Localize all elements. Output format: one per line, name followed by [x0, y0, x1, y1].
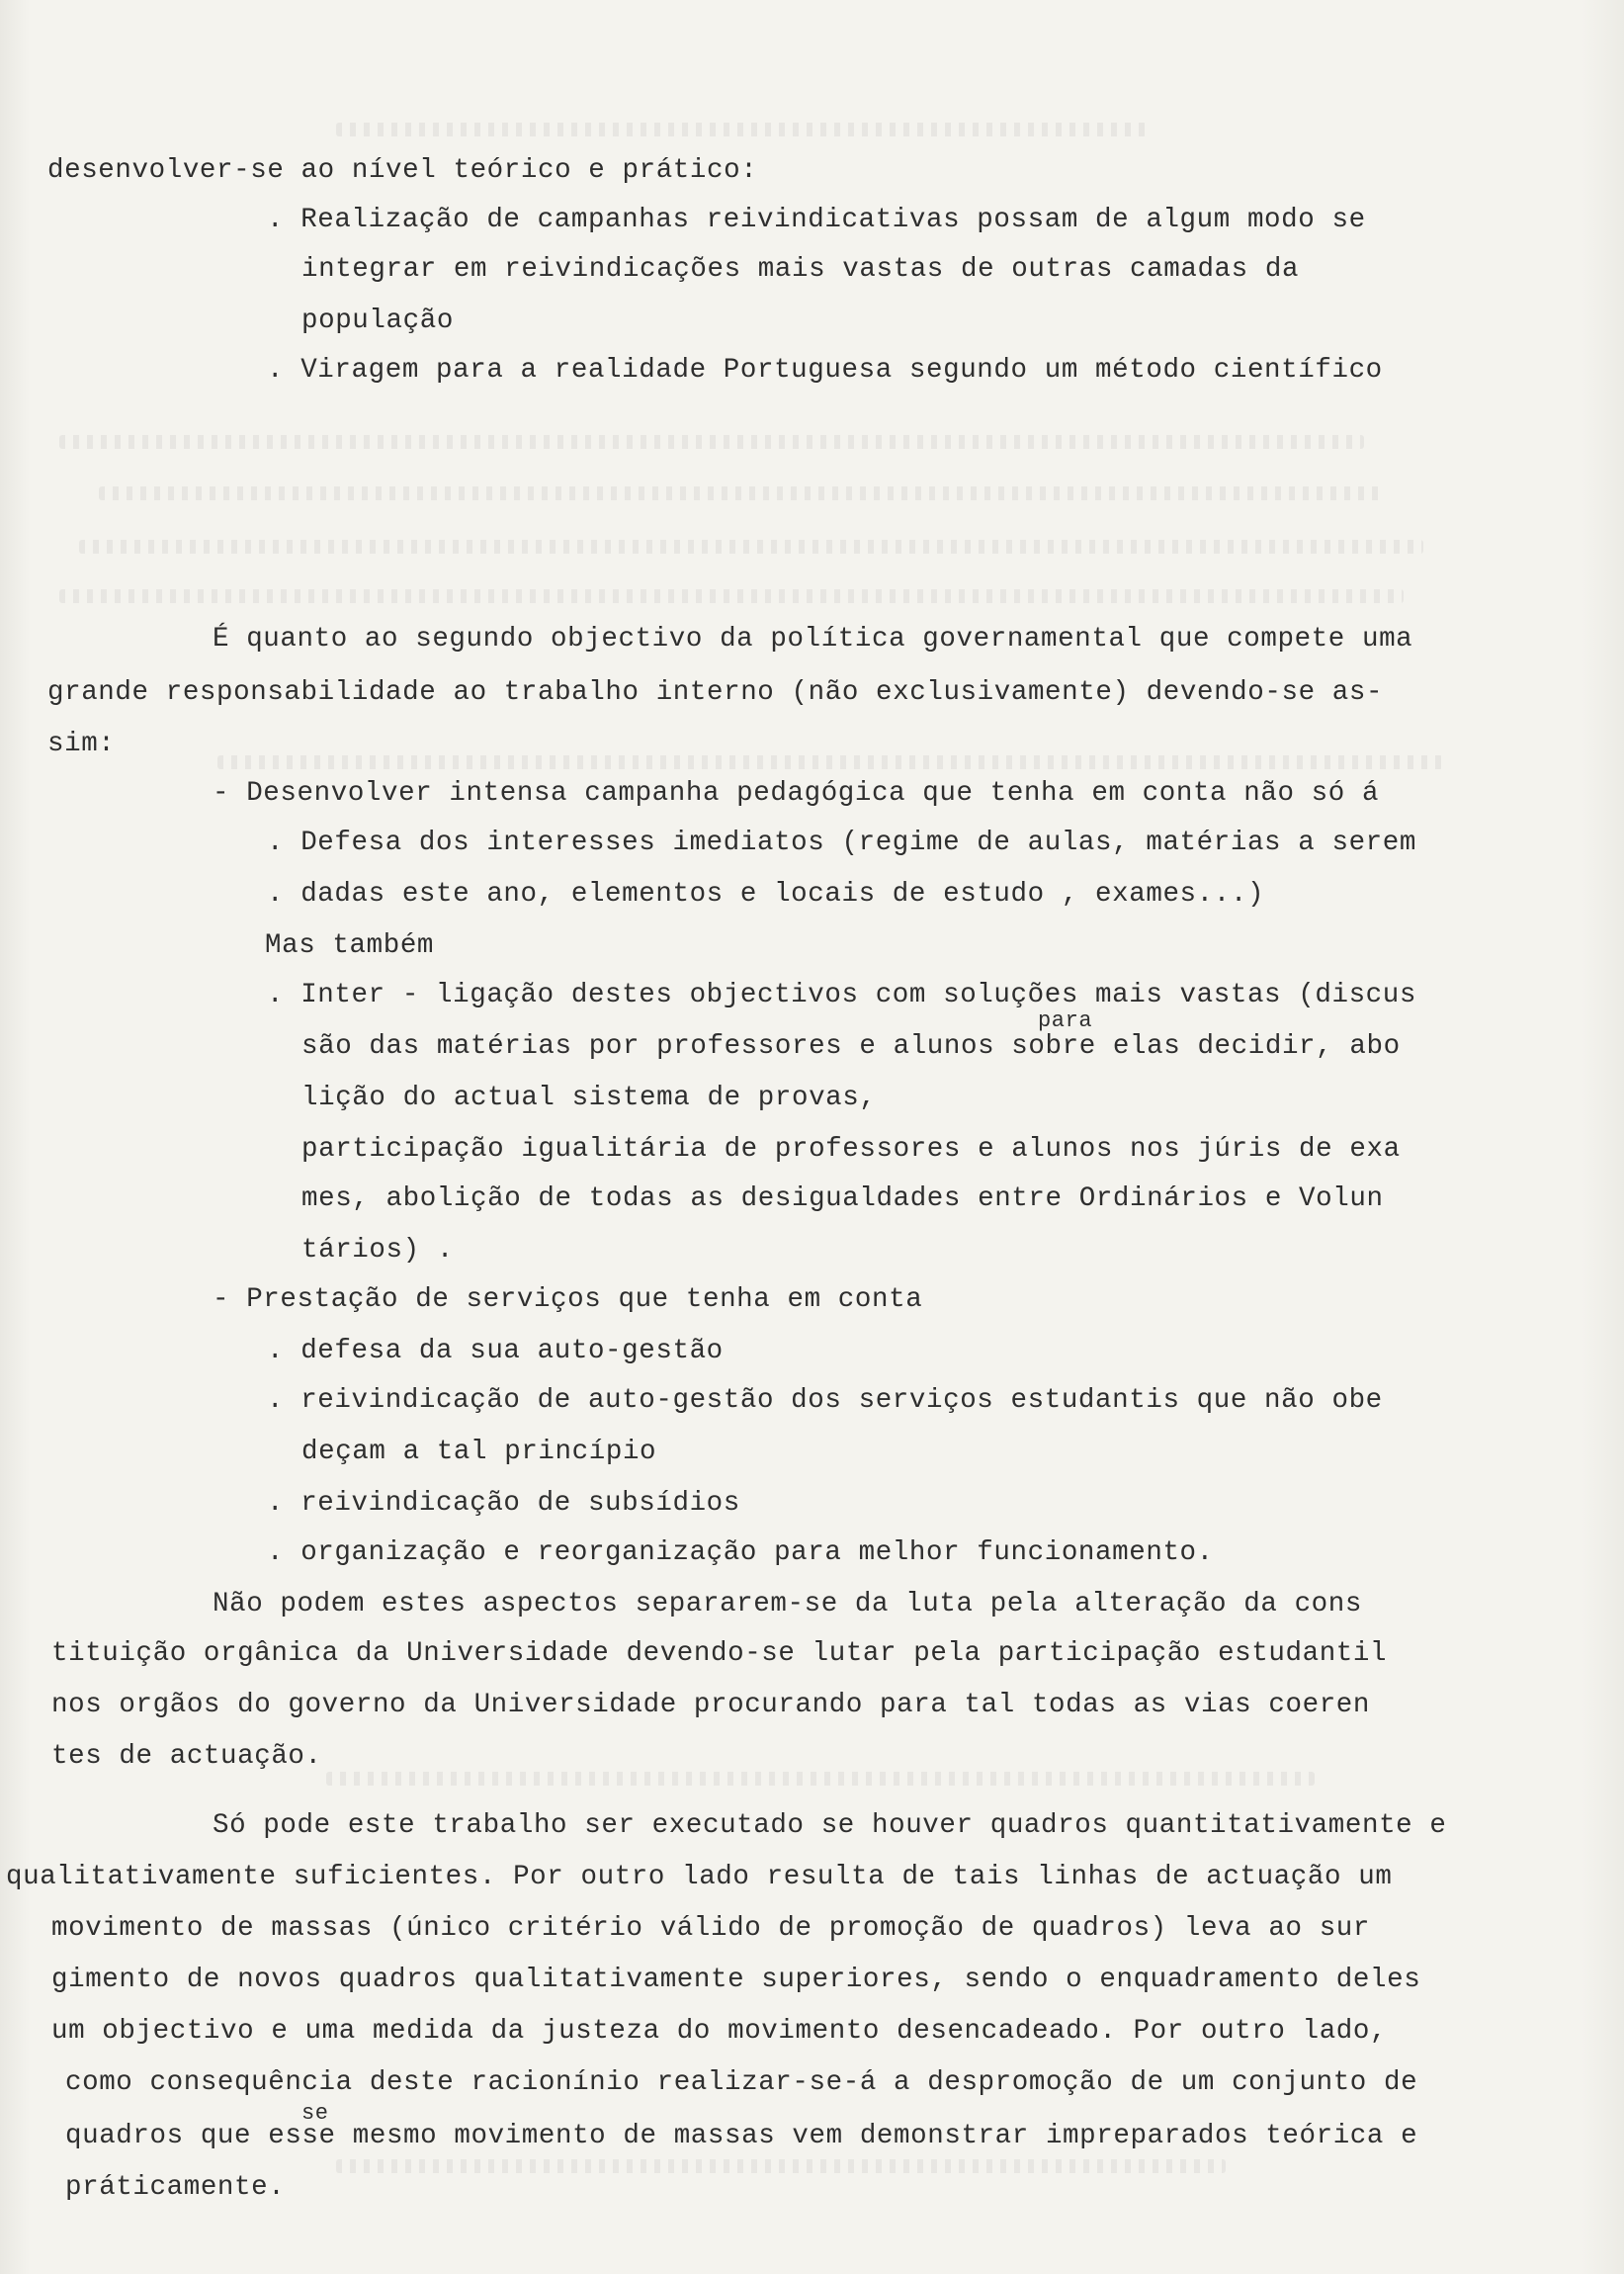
text-line: quadros que esse mesmo movimento de massas vem demonstrar impreparados teórica e	[65, 2121, 1418, 2151]
text-line: desenvolver-se ao nível teórico e prático:	[47, 155, 758, 186]
text-line: grande responsabilidade ao trabalho interno (não exclusivamente) devendo-se as-	[47, 677, 1384, 708]
text-line: . organização e reorganização para melhor funcionamento.	[267, 1537, 1214, 1568]
text-line: tituição orgânica da Universidade devendo-se lutar pela participação estudantil	[51, 1638, 1388, 1669]
text-line: integrar em reivindicações mais vastas de outras camadas da	[301, 254, 1300, 285]
bleed-through-mark	[99, 486, 1384, 500]
text-line: como consequência deste racionínio realizar-se-á a despromoção de um conjunto de	[65, 2067, 1418, 2098]
text-line: . reivindicação de auto-gestão dos serviços estudantis que não obe	[267, 1385, 1383, 1416]
text-line: tários) .	[301, 1235, 454, 1266]
text-line: são das matérias por professores e alunos sobre elas decidir, abo	[301, 1031, 1401, 1062]
bleed-through-mark	[59, 589, 1404, 603]
text-line: - Prestação de serviços que tenha em conta	[213, 1284, 923, 1315]
text-line: É quanto ao segundo objectivo da política governamental que compete uma	[213, 624, 1413, 655]
text-line: . defesa da sua auto-gestão	[267, 1336, 724, 1366]
text-line: qualitativamente suficientes. Por outro lado resulta de tais linhas de actuação um	[6, 1862, 1393, 1892]
bleed-through-mark	[336, 123, 1147, 136]
text-line: um objectivo e uma medida da justeza do movimento desencadeado. Por outro lado,	[51, 2016, 1388, 2047]
text-line: sim:	[47, 729, 116, 759]
text-line: Mas também	[265, 930, 435, 961]
text-line: . Realização de campanhas reivindicativas possam de algum modo se	[267, 205, 1366, 235]
text-line: nos orgãos do governo da Universidade procurando para tal todas as vias coeren	[51, 1690, 1371, 1720]
text-line: deçam a tal princípio	[301, 1437, 657, 1467]
text-line: mes, abolição de todas as desigualdades entre Ordinários e Volun	[301, 1183, 1384, 1214]
text-line: gimento de novos quadros qualitativamente superiores, sendo o enquadramento deles	[51, 1965, 1421, 1995]
bleed-through-mark	[217, 755, 1443, 769]
bleed-through-mark	[79, 540, 1423, 554]
text-line: . reivindicação de subsídios	[267, 1488, 740, 1519]
text-line: . dadas este ano, elementos e locais de estudo , exames...)	[267, 879, 1265, 910]
text-line: para	[1038, 1008, 1093, 1033]
text-line: população	[301, 306, 454, 336]
text-line: - Desenvolver intensa campanha pedagógica que tenha em conta não só á	[213, 778, 1380, 809]
text-line: lição do actual sistema de provas,	[301, 1083, 877, 1113]
bleed-through-mark	[59, 435, 1364, 449]
text-line: práticamente.	[65, 2172, 286, 2203]
text-line: . Inter - ligação destes objectivos com soluções mais vastas (discus	[267, 980, 1416, 1010]
text-line: se	[301, 2101, 329, 2126]
text-line: participação igualitária de professores e alunos nos júris de exa	[301, 1134, 1401, 1165]
text-line: movimento de massas (único critério válido de promoção de quadros) leva ao sur	[51, 1913, 1371, 1944]
bleed-through-mark	[336, 2159, 1226, 2173]
text-line: Não podem estes aspectos separarem-se da luta pela alteração da cons	[213, 1589, 1362, 1619]
text-line: tes de actuação.	[51, 1741, 322, 1772]
text-line: Só pode este trabalho ser executado se houver quadros quantitativamente e	[213, 1810, 1447, 1841]
text-line: . Defesa dos interesses imediatos (regime de aulas, matérias a serem	[267, 828, 1416, 858]
text-line: . Viragem para a realidade Portuguesa segundo um método científico	[267, 355, 1383, 386]
bleed-through-mark	[326, 1772, 1315, 1786]
